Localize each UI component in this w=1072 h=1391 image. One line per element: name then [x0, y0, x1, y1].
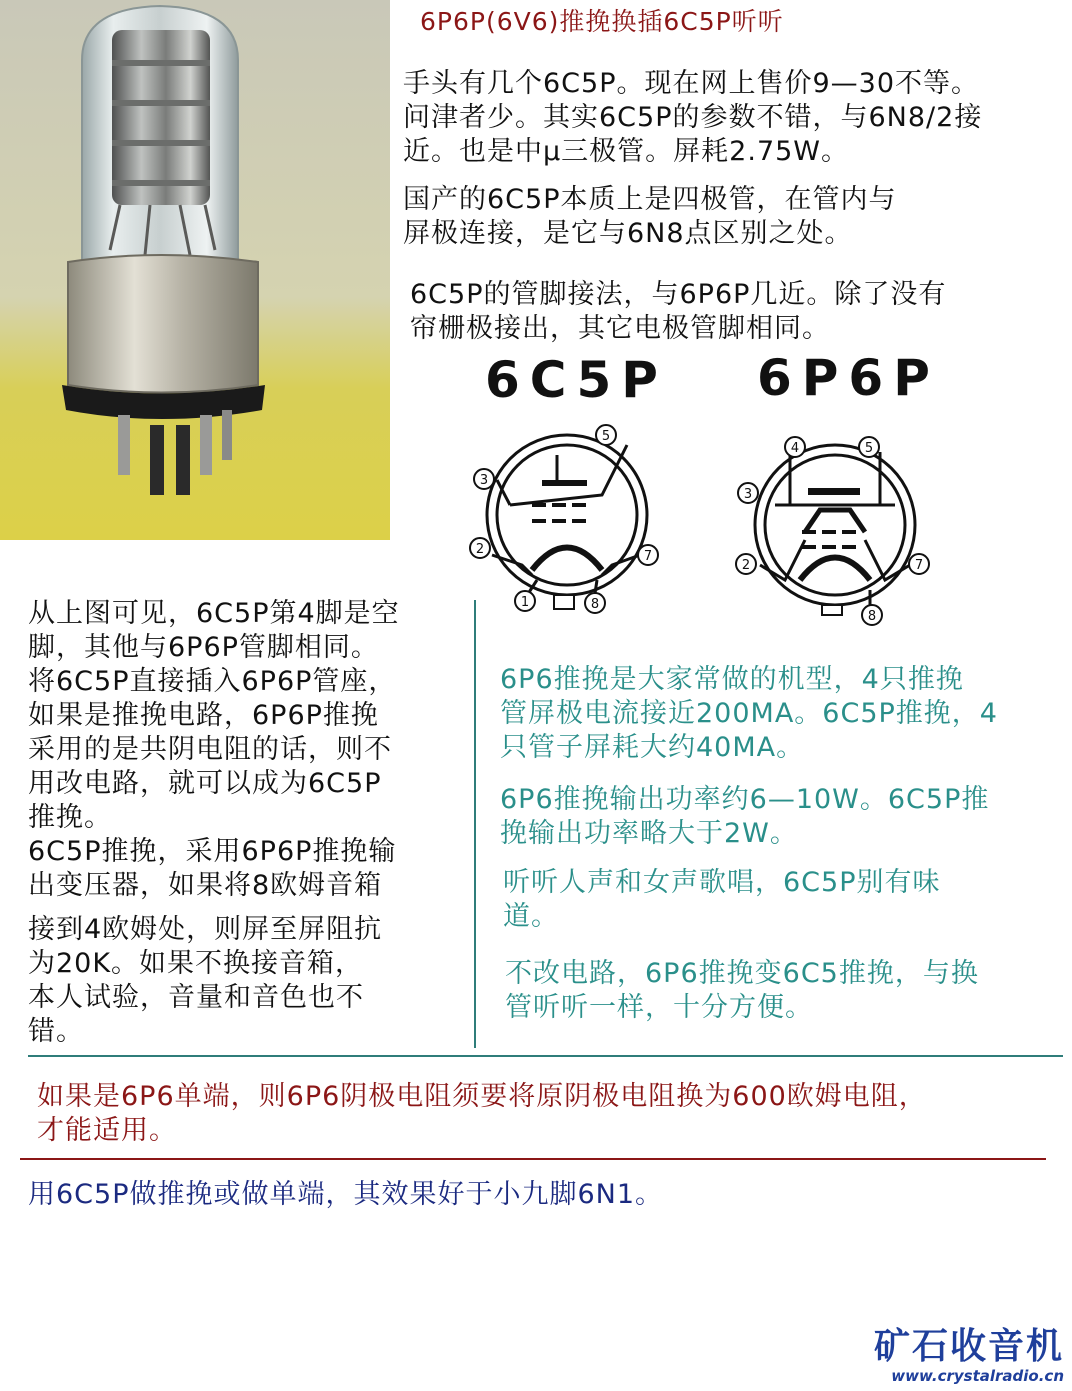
tetrode-paragraph: [403, 183, 897, 251]
pin-number: 4: [790, 441, 800, 456]
right-paragraph-2: [500, 783, 989, 851]
site-logo-name: 矿石收音机: [873, 1326, 1064, 1367]
pin-number: 5: [601, 429, 611, 444]
right-line: 道。: [503, 901, 559, 932]
site-logo-url: www.crystalradio.cn: [891, 1367, 1064, 1385]
conclusion-text: 用6C5P做推挽或做单端，其效果好于小九脚6N1。: [28, 1179, 664, 1210]
pin-number: 1: [520, 595, 530, 610]
single-ended-line: 如果是6P6单端，则6P6阴极电阻须要将原阴极电阻换为600欧姆电阻，: [37, 1081, 927, 1112]
diagram-label-6c5p: 6C5P: [485, 351, 668, 409]
right-line: 听听人声和女声歌唱，6C5P别有味: [503, 867, 941, 898]
pin-number: 8: [867, 609, 877, 624]
right-paragraph-4: [505, 957, 979, 1025]
left-column-line: 从上图可见，6C5P第4脚是空: [28, 598, 400, 629]
left-column-line: 为20K。如果不换接音箱，: [28, 948, 364, 979]
pinout-paragraph: [410, 278, 946, 346]
right-line: 挽输出功率略大于2W。: [500, 818, 798, 849]
left-column: [28, 597, 400, 1049]
pinout-line: 帘栅极接出，其它电极管脚相同。: [410, 313, 830, 344]
diagram-label-6p6p: 6P6P: [757, 349, 940, 407]
tube-photo: [0, 0, 390, 540]
right-line: 不改电路，6P6推挽变6C5推挽，与换: [505, 958, 979, 989]
left-column-line: 脚，其他与6P6P管脚相同。: [28, 632, 379, 663]
site-logo: [874, 1327, 1064, 1385]
right-line: 管屏极电流接近200MA。6C5P推挽，4: [500, 698, 998, 729]
pin-number: 3: [479, 473, 489, 488]
page-title: 6P6P(6V6)推挽换插6C5P听听: [420, 7, 784, 36]
right-line: 6P6推挽是大家常做的机型，4只推挽: [500, 664, 964, 695]
intro-line: 问津者少。其实6C5P的参数不错，与6N8/2接: [403, 102, 983, 133]
left-column-line: 将6C5P直接插入6P6P管座，: [28, 666, 397, 697]
left-column-line: 接到4欧姆处，则屏至屏阻抗: [28, 914, 383, 945]
pinout-diagram-6c5p: [462, 415, 672, 620]
left-column-line: 采用的是共阴电阻的话，则不: [28, 734, 392, 765]
left-column-line: 出变压器，如果将8欧姆音箱: [28, 870, 383, 901]
right-line: 管听听一样，十分方便。: [505, 992, 813, 1023]
pin-number: 5: [864, 441, 874, 456]
left-column-line: 6C5P推挽，采用6P6P推挽输: [28, 836, 397, 867]
intro-paragraph: [403, 67, 982, 169]
right-line: 只管子屏耗大约40MA。: [500, 732, 805, 763]
single-ended-line: 才能适用。: [37, 1115, 177, 1146]
section-divider: [28, 1055, 1063, 1057]
pin-number: 2: [475, 542, 485, 557]
left-column-line: 用改电路，就可以成为6C5P: [28, 768, 382, 799]
left-column-line: 如果是推挽电路，6P6P推挽: [28, 700, 379, 731]
tetrode-line: 国产的6C5P本质上是四极管，在管内与: [403, 184, 897, 215]
left-column-line: 错。: [28, 1016, 84, 1047]
tetrode-line: 屏极连接，是它与6N8点区别之处。: [403, 218, 853, 249]
pin-number: 2: [741, 558, 751, 573]
pin-number: 7: [643, 549, 653, 564]
left-column-line: 推挽。: [28, 802, 112, 833]
intro-line: 近。也是中μ三极管。屏耗2.75W。: [403, 136, 849, 167]
pin-number: 3: [743, 487, 753, 502]
pin-number: 8: [590, 597, 600, 612]
right-line: 6P6推挽输出功率约6—10W。6C5P推: [500, 784, 990, 815]
pin-number: 7: [914, 558, 924, 573]
left-column-line: 本人试验，音量和音色也不: [28, 982, 364, 1013]
single-ended-paragraph: [37, 1080, 927, 1148]
pinout-line: 6C5P的管脚接法，与6P6P几近。除了没有: [410, 279, 947, 310]
intro-line: 手头有几个6C5P。现在网上售价9—30不等。: [403, 68, 980, 99]
right-paragraph-1: [500, 663, 998, 765]
pinout-diagram-6p6p: [730, 430, 940, 630]
section-divider-red: [20, 1158, 1046, 1160]
right-paragraph-3: [503, 866, 941, 934]
column-divider: [474, 600, 476, 1048]
